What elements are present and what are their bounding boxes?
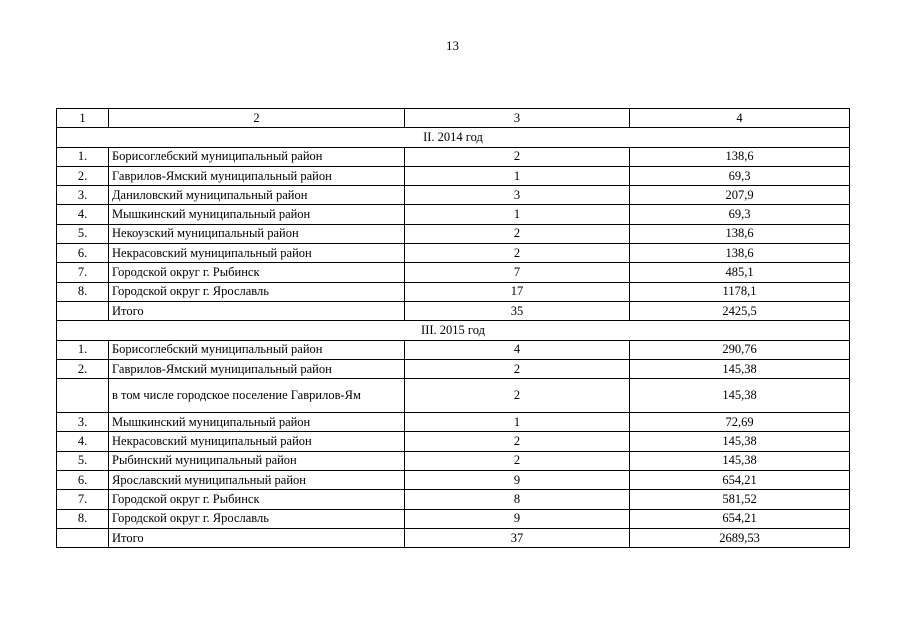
row-number bbox=[57, 301, 109, 320]
row-number: 1. bbox=[57, 340, 109, 359]
data-table bbox=[56, 108, 850, 548]
row-name: Городской округ г. Ярославль bbox=[109, 282, 405, 301]
row-amount: 581,52 bbox=[630, 490, 850, 509]
table-row bbox=[57, 340, 850, 359]
row-count: 9 bbox=[405, 509, 630, 528]
row-amount: 654,21 bbox=[630, 471, 850, 490]
table-row bbox=[57, 224, 850, 243]
row-count: 9 bbox=[405, 471, 630, 490]
row-number: 4. bbox=[57, 205, 109, 224]
row-name: Некрасовский муниципальный район bbox=[109, 432, 405, 451]
table-row bbox=[57, 432, 850, 451]
row-amount: 290,76 bbox=[630, 340, 850, 359]
table-row bbox=[57, 166, 850, 185]
table-row bbox=[57, 379, 850, 413]
table-row bbox=[57, 186, 850, 205]
table-row bbox=[57, 471, 850, 490]
row-number: 3. bbox=[57, 186, 109, 205]
row-name: Итого bbox=[109, 528, 405, 547]
row-number: 5. bbox=[57, 224, 109, 243]
row-count: 7 bbox=[405, 263, 630, 282]
row-number: 6. bbox=[57, 244, 109, 263]
table-row bbox=[57, 509, 850, 528]
table-row bbox=[57, 413, 850, 432]
row-number: 8. bbox=[57, 509, 109, 528]
row-count: 17 bbox=[405, 282, 630, 301]
row-name: Борисоглебский муниципальный район bbox=[109, 340, 405, 359]
row-name: Городской округ г. Ярославль bbox=[109, 509, 405, 528]
row-amount: 485,1 bbox=[630, 263, 850, 282]
header-row bbox=[57, 109, 850, 128]
section-header-row bbox=[57, 128, 850, 147]
row-name: Мышкинский муниципальный район bbox=[109, 205, 405, 224]
row-number: 6. bbox=[57, 471, 109, 490]
row-name: Итого bbox=[109, 301, 405, 320]
row-amount: 138,6 bbox=[630, 147, 850, 166]
row-name: Ярославский муниципальный район bbox=[109, 471, 405, 490]
section-title: II. 2014 год bbox=[57, 128, 850, 147]
row-count: 35 bbox=[405, 301, 630, 320]
row-count: 2 bbox=[405, 147, 630, 166]
row-name: Некрасовский муниципальный район bbox=[109, 244, 405, 263]
section-title: III. 2015 год bbox=[57, 321, 850, 340]
row-count: 2 bbox=[405, 359, 630, 378]
row-amount: 654,21 bbox=[630, 509, 850, 528]
row-number bbox=[57, 379, 109, 413]
total-row bbox=[57, 528, 850, 547]
row-amount: 69,3 bbox=[630, 166, 850, 185]
row-count: 2 bbox=[405, 224, 630, 243]
row-name: Борисоглебский муниципальный район bbox=[109, 147, 405, 166]
table-row bbox=[57, 205, 850, 224]
header-cell: 1 bbox=[57, 109, 109, 128]
table-row bbox=[57, 244, 850, 263]
row-amount: 1178,1 bbox=[630, 282, 850, 301]
row-number: 3. bbox=[57, 413, 109, 432]
row-name: Даниловский муниципальный район bbox=[109, 186, 405, 205]
header-cell: 2 bbox=[109, 109, 405, 128]
table-row bbox=[57, 263, 850, 282]
row-number: 2. bbox=[57, 359, 109, 378]
row-number: 8. bbox=[57, 282, 109, 301]
row-name: Городской округ г. Рыбинск bbox=[109, 490, 405, 509]
row-count: 3 bbox=[405, 186, 630, 205]
row-count: 37 bbox=[405, 528, 630, 547]
row-number: 4. bbox=[57, 432, 109, 451]
row-number: 7. bbox=[57, 263, 109, 282]
row-amount: 138,6 bbox=[630, 224, 850, 243]
row-number: 1. bbox=[57, 147, 109, 166]
row-count: 2 bbox=[405, 432, 630, 451]
row-amount: 2425,5 bbox=[630, 301, 850, 320]
row-name: Рыбинский муниципальный район bbox=[109, 451, 405, 470]
row-amount: 2689,53 bbox=[630, 528, 850, 547]
row-name: Городской округ г. Рыбинск bbox=[109, 263, 405, 282]
row-amount: 69,3 bbox=[630, 205, 850, 224]
row-count: 1 bbox=[405, 166, 630, 185]
row-count: 2 bbox=[405, 379, 630, 413]
table-row bbox=[57, 282, 850, 301]
row-number bbox=[57, 528, 109, 547]
row-count: 1 bbox=[405, 413, 630, 432]
row-amount: 207,9 bbox=[630, 186, 850, 205]
row-name: Гаврилов-Ямский муниципальный район bbox=[109, 359, 405, 378]
row-amount: 145,38 bbox=[630, 379, 850, 413]
row-amount: 72,69 bbox=[630, 413, 850, 432]
table-row bbox=[57, 490, 850, 509]
row-amount: 145,38 bbox=[630, 451, 850, 470]
row-number: 2. bbox=[57, 166, 109, 185]
row-amount: 138,6 bbox=[630, 244, 850, 263]
row-name: Некоузский муниципальный район bbox=[109, 224, 405, 243]
row-name: в том числе городское поселение Гаврилов-Ям bbox=[109, 379, 405, 413]
row-count: 4 bbox=[405, 340, 630, 359]
page-number: 13 bbox=[446, 38, 459, 53]
row-count: 2 bbox=[405, 244, 630, 263]
table-row bbox=[57, 451, 850, 470]
row-count: 1 bbox=[405, 205, 630, 224]
table-row bbox=[57, 147, 850, 166]
row-number: 7. bbox=[57, 490, 109, 509]
row-name: Мышкинский муниципальный район bbox=[109, 413, 405, 432]
row-count: 2 bbox=[405, 451, 630, 470]
row-amount: 145,38 bbox=[630, 432, 850, 451]
table-row bbox=[57, 359, 850, 378]
row-name: Гаврилов-Ямский муниципальный район bbox=[109, 166, 405, 185]
row-amount: 145,38 bbox=[630, 359, 850, 378]
section-header-row bbox=[57, 321, 850, 340]
row-count: 8 bbox=[405, 490, 630, 509]
total-row bbox=[57, 301, 850, 320]
header-cell: 4 bbox=[630, 109, 850, 128]
row-number: 5. bbox=[57, 451, 109, 470]
header-cell: 3 bbox=[405, 109, 630, 128]
